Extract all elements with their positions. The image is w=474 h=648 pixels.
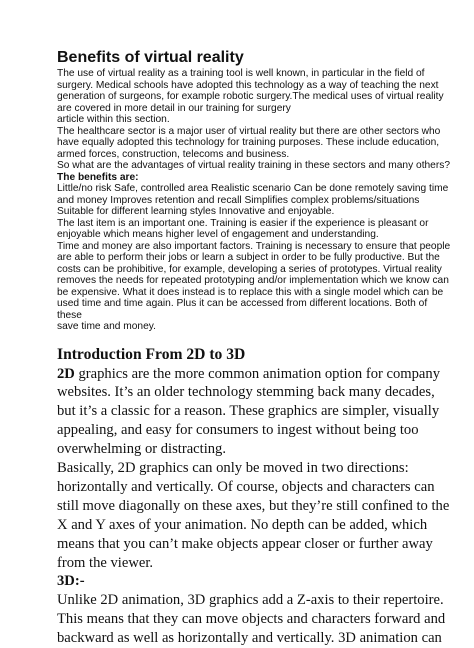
text-line: Suitable for different learning styles Innovative and enjoyable. <box>57 206 427 218</box>
text-line: these <box>57 310 427 322</box>
text-line: backward as well as horizontally and vertically. 3D animation can <box>57 629 427 648</box>
section-title: Benefits of virtual reality <box>57 48 427 67</box>
text-line: enjoyable which means higher level of engagement and understanding. <box>57 229 427 241</box>
text-fragment: graphics are the more common animation option for company <box>75 366 440 382</box>
document-page <box>57 48 427 648</box>
benefits-paragraph <box>57 183 427 333</box>
text-line: still move diagonally on these axes, but they’re still confined to the <box>57 497 427 516</box>
text-line: X and Y axes of your animation. No depth can be added, which <box>57 516 427 535</box>
text-line: surgery. Medical schools have adopted this technology as a way of teaching the next <box>57 80 427 92</box>
text-line: So what are the advantages of virtual reality training in these sectors and many others? <box>57 160 427 172</box>
text-line: Basically, 2D graphics can only be moved in two directions: <box>57 459 427 478</box>
text-line: appealing, and easy for consumers to ingest without being too <box>57 421 427 440</box>
intro-paragraph <box>57 68 427 172</box>
text-line: armed forces, construction, telecoms and business. <box>57 149 427 161</box>
text-line: Time and money are also important factors. Training is necessary to ensure that people <box>57 241 427 253</box>
3d-heading: 3D:- <box>57 572 427 591</box>
text-line: are able to perform their jobs or learn a subject in order to be fully productive. But the <box>57 252 427 264</box>
text-line <box>57 365 427 384</box>
text-line: and money Improves retention and recall Simplifies complex problems/situations <box>57 195 427 207</box>
text-line: The last item is an important one. Training is easier if the experience is pleasant or <box>57 218 427 230</box>
text-line: used time and time again. Plus it can be accessed from different locations. Both of <box>57 298 427 310</box>
text-line: article within this section. <box>57 114 427 126</box>
vr-benefits-section <box>57 48 427 333</box>
text-line: are covered in more detail in our training for surgery <box>57 103 427 115</box>
text-line: be expensive. What it does instead is to replace this with a single model which can be <box>57 287 427 299</box>
text-line: have equally adopted this technology for training purposes. These include education, <box>57 137 427 149</box>
text-line: costs can be prohibitive, for example, developing a series of prototypes. Virtual reality <box>57 264 427 276</box>
text-line: from the viewer. <box>57 554 427 573</box>
text-line: but it’s a classic for a reason. These graphics are simpler, visually <box>57 402 427 421</box>
text-line: save time and money. <box>57 321 427 333</box>
text-line: The use of virtual reality as a training tool is well known, in particular in the field of <box>57 68 427 80</box>
text-line: means that you can’t make objects appear closer or further away <box>57 535 427 554</box>
text-line: websites. It’s an older technology stemming back many decades, <box>57 383 427 402</box>
text-line: removes the needs for repeated prototyping and/or implementation which we know can <box>57 275 427 287</box>
section-title: Introduction From 2D to 3D <box>57 345 427 364</box>
text-line: This means that they can move objects and characters forward and <box>57 610 427 629</box>
2d-3d-section <box>57 345 427 648</box>
text-line: Little/no risk Safe, controlled area Realistic scenario Can be done remotely saving time <box>57 183 427 195</box>
text-line: The healthcare sector is a major user of virtual reality but there are other sectors who <box>57 126 427 138</box>
text-line: generation of surgeons, for example robotic surgery.The medical uses of virtual reality <box>57 91 427 103</box>
text-line: Unlike 2D animation, 3D graphics add a Z-axis to their repertoire. <box>57 591 427 610</box>
2d-lead: 2D <box>57 366 75 382</box>
text-line: overwhelming or distracting. <box>57 440 427 459</box>
benefits-heading: The benefits are: <box>57 172 427 184</box>
text-line: horizontally and vertically. Of course, objects and characters can <box>57 478 427 497</box>
